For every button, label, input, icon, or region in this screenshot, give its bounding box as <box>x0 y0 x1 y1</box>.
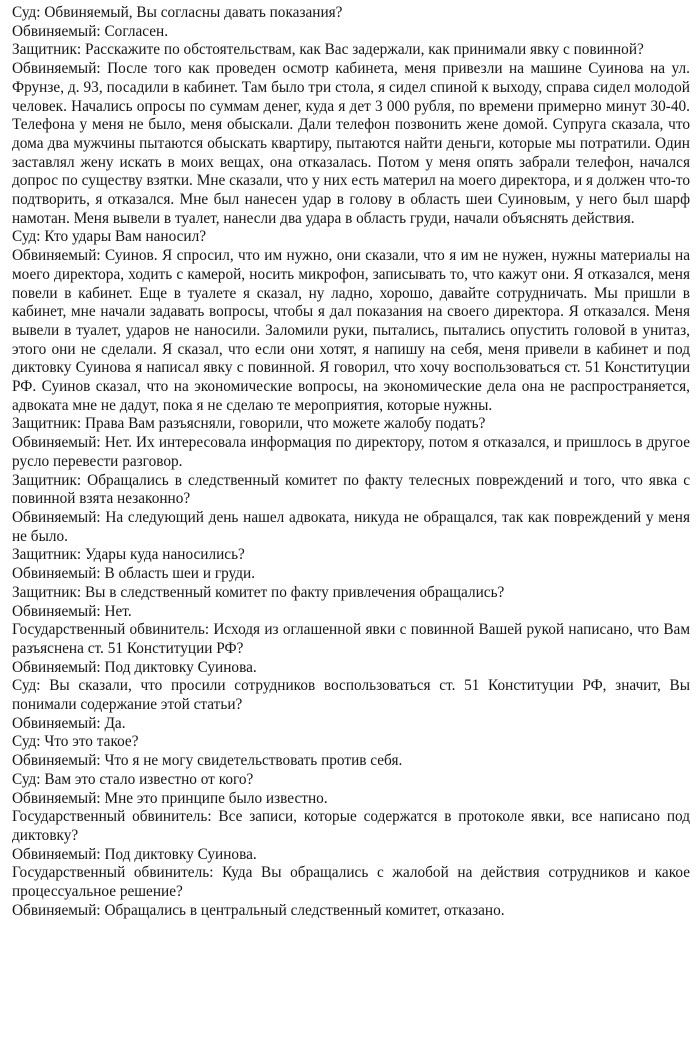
transcript-line: Суд: Что это такое? <box>12 733 139 751</box>
transcript-line: Обвиняемый: Под диктовку Суинова. <box>12 658 257 676</box>
transcript-line: Суд: Обвиняемый, Вы согласны давать показания? <box>12 4 343 21</box>
transcript-line: Обвиняемый: В область шеи и груди. <box>12 565 256 583</box>
transcript-line: Обвиняемый: Суинов. Я спросил, что им нужно, они сказали, что я им не нужен, нужны материалы на моего директора, ходить с камерой, носить микрофон, записывать то, что кажут они. Я отказался, меня повели в кабинет. Еще в туалете я сказал, ну ладно, хорошо, давайте сотрудничать. Мы пришли в кабинет, мне начали задавать вопросы, чтобы я дал показания на своего директора. Я отказался. Меня вывели в туалет, ударов не наносили. Заломили руки, пытались, пытались опустить головой в унитаз, этого они не сделали. Я сказал, что если они хотят, я напишу на себя, меня привели в кабинет и под диктовку Суинова я написал явку с повинной. Я говорил, что хочу воспользоваться ст. 51 Конституции РФ. Суинов сказал, что на экономические вопросы, на экономические дела она не распространяется, адвоката мне не дадут, пока я не сделаю те мероприятия, которые нужны. <box>12 247 690 414</box>
transcript-line: Защитник: Права Вам разъясняли, говорили, что можете жалобу подать? <box>12 415 486 433</box>
transcript-line: Государственный обвинитель: Исходя из оглашенной явки с повинной Вашей рукой написано, что Вам разъяснена ст. 51 Конституции РФ? <box>12 621 690 657</box>
transcript-line: Государственный обвинитель: Куда Вы обращались с жалобой на действия сотрудников и какое процессуальное решение? <box>12 864 690 901</box>
transcript-line: Обвиняемый: Обращались в центральный следственный комитет, отказано. <box>12 901 505 919</box>
transcript-line: Обвиняемый: Мне это принципе было известно. <box>12 789 328 807</box>
transcript-line: Защитник: Вы в следственный комитет по факту привлечения обращались? <box>12 583 505 601</box>
transcript-line: Защитник: Обращались в следственный комитет по факту телесных повреждений и того, что явка с повинной взята незаконно? <box>12 471 690 508</box>
transcript-line: Обвиняемый: Да. <box>12 714 126 732</box>
transcript-line: Государственный обвинитель: Все записи, которые содержатся в протоколе явки, все написано под диктовку? <box>12 808 690 844</box>
transcript-line: Суд: Кто удары Вам наносил? <box>12 228 207 246</box>
transcript-line: Обвиняемый: После того как проведен осмотр кабинета, меня привезли на машине Суинова на ул. Фрунзе, д. 93, посадили в кабинет. Там было три стола, я сидел спиной к выходу, справа сидел молодой человек. Начались опросы по суммам денег, куда я дет 3 000 рубля, по времени примерно минут 30-40. Телефона у меня не было, меня обыскали. Дали телефон позвонить жене домой. Супруга сказала, что дома два мужчины пытаются обыскать квартиру, пытаются найти деньги, которые мы потратили. Один заставлял жену искать в моих вещах, она отказалась. Потом у меня опять забрали телефон, начался допрос по существу взятки. Мне сказали, что у них есть материл на моего директора, и я должен что-то подтворить, я отказался. Мне был нанесен удар в голову в область шеи Суиновым, у него был шарф намотан. Меня вывели в туалет, нанесли два удара в область груди, начали объяснять действия. <box>12 60 690 227</box>
transcript-line: Обвиняемый: Согласен. <box>12 22 169 40</box>
transcript-line: Суд: Вы сказали, что просили сотрудников воспользоваться ст. 51 Конституции РФ, значит, Вы понимали содержание этой статьи? <box>12 677 690 714</box>
transcript-line: Защитник: Удары куда наносились? <box>12 546 245 564</box>
transcript-line: Защитник: Расскажите по обстоятельствам, как Вас задержали, как принимали явку с повинной? <box>12 41 644 59</box>
transcript-line: Обвиняемый: Под диктовку Суинова. <box>12 845 257 863</box>
transcript-line: Обвиняемый: Нет. Их интересовала информация по директору, потом я отказался, и пришлось в другое русло перевести разговор. <box>12 434 690 470</box>
transcript-line: Обвиняемый: На следующий день нашел адвоката, никуда не обращался, так как повреждений у меня не было. <box>12 508 690 545</box>
transcript-line: Обвиняемый: Нет. <box>12 602 132 620</box>
transcript-line: Суд: Вам это стало известно от кого? <box>12 770 254 788</box>
transcript-line: Обвиняемый: Что я не могу свидетельствовать против себя. <box>12 752 403 770</box>
